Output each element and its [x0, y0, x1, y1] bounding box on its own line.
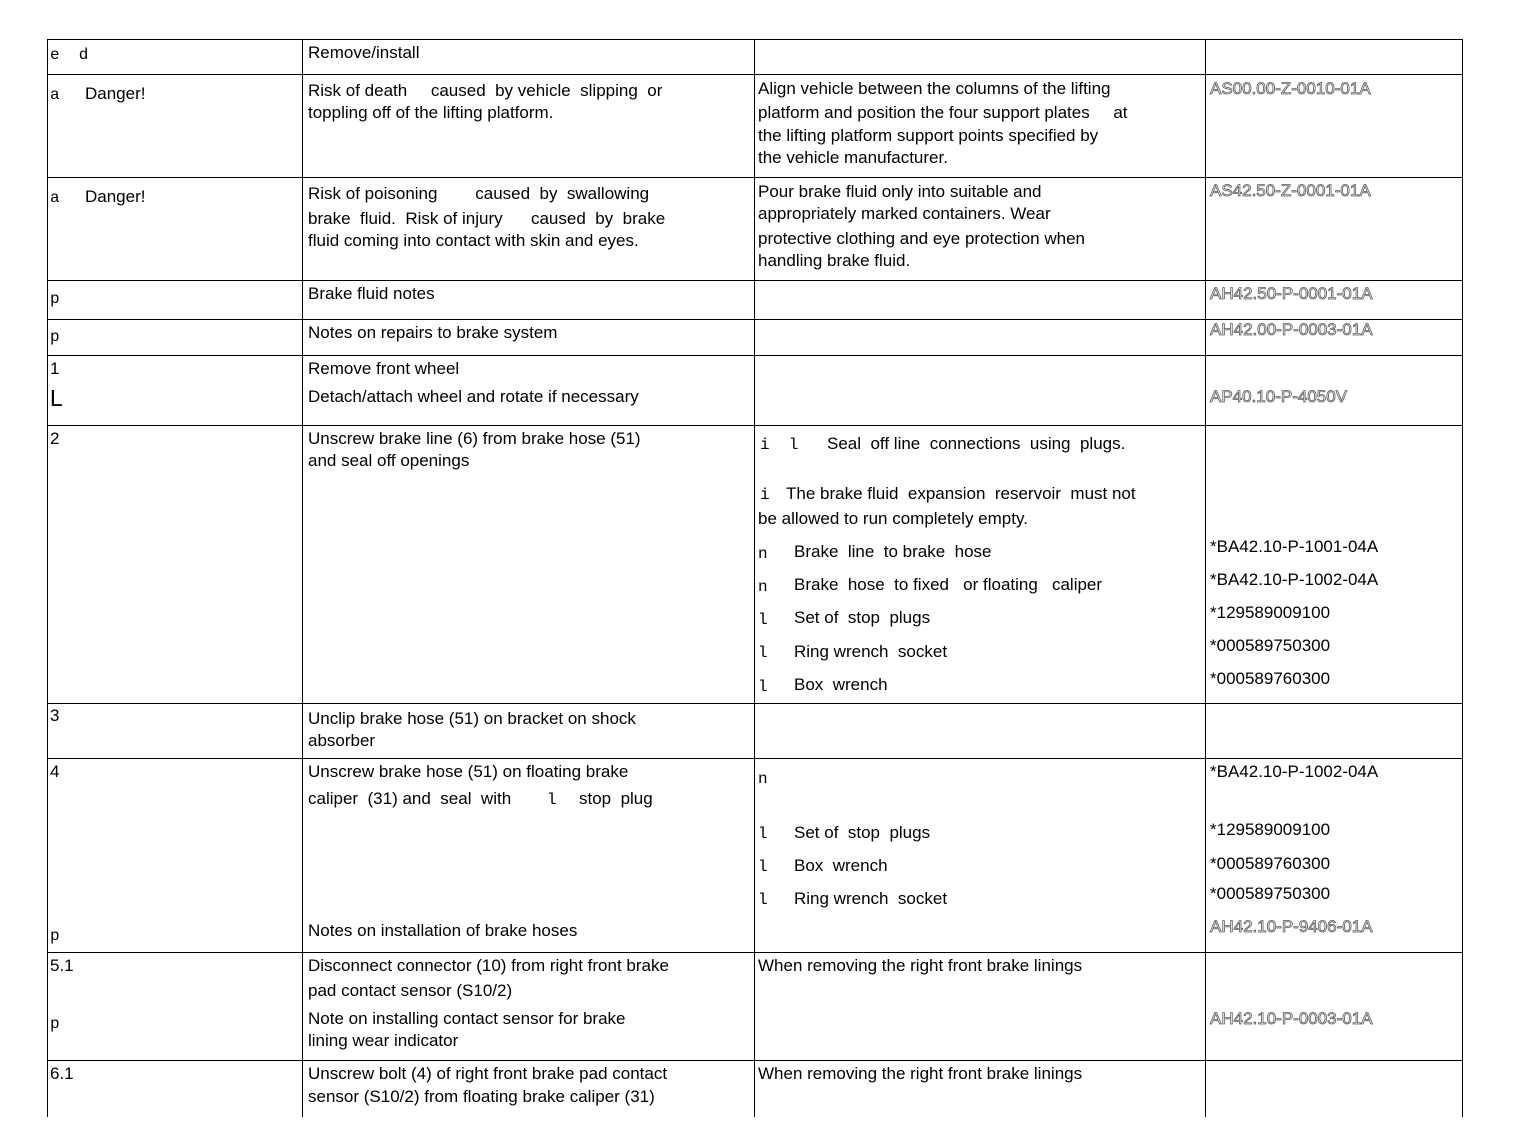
item-reference[interactable]: *000589760300: [1210, 854, 1331, 873]
notes-symbol: p: [50, 290, 60, 308]
row-divider: [47, 425, 1463, 426]
step-number: 2: [50, 429, 60, 448]
wheel-symbol: L: [49, 387, 64, 414]
measure-text-line: appropriately marked containers. Wear: [758, 204, 1051, 223]
torque-symbol: n: [758, 578, 768, 596]
tool-symbol: l: [547, 791, 557, 809]
step-text: Remove front wheel: [308, 359, 460, 378]
notes-link-text: Notes on repairs to brake system: [308, 323, 558, 342]
torque-symbol: n: [758, 770, 768, 788]
tool-symbol: l: [758, 891, 768, 909]
notes-link-line: Note on installing contact sensor for brake: [308, 1009, 626, 1028]
danger-label: Danger!: [85, 187, 146, 206]
measure-text-line: the vehicle manufacturer.: [758, 148, 948, 167]
step-text-line: caliper (31) and seal with: [308, 789, 512, 808]
tool-symbol: l: [758, 644, 768, 662]
document-reference[interactable]: AP40.10-P-4050V: [1210, 387, 1348, 406]
document-reference[interactable]: AS00.00-Z-0010-01A: [1210, 79, 1371, 98]
step-subtext: Detach/attach wheel and rotate if necessary: [308, 387, 639, 406]
document-reference[interactable]: AH42.10-P-0003-01A: [1210, 1009, 1373, 1028]
info-symbol: i l: [760, 436, 799, 454]
notes-link-text: Notes on installation of brake hoses: [308, 921, 578, 940]
column-divider-1: [302, 39, 303, 1117]
info-symbol: i: [760, 486, 770, 504]
item-label: Brake hose to fixed or floating caliper: [794, 575, 1103, 594]
step-number: 6.1: [50, 1064, 74, 1083]
item-reference[interactable]: *129589009100: [1210, 820, 1331, 839]
item-reference[interactable]: *BA42.10-P-1002-04A: [1210, 762, 1379, 781]
notes-link-line: lining wear indicator: [308, 1031, 459, 1050]
tool-symbol: l: [758, 611, 768, 629]
item-reference[interactable]: *BA42.10-P-1002-04A: [1210, 570, 1379, 589]
measure-text-line: Pour brake fluid only into suitable and: [758, 182, 1042, 201]
risk-text-line: brake fluid. Risk of injury caused by brake: [308, 209, 666, 228]
notes-symbol: p: [50, 1015, 60, 1033]
step-number: 3: [50, 706, 60, 725]
row-divider: [47, 39, 1463, 40]
item-reference[interactable]: *000589760300: [1210, 669, 1331, 688]
notes-symbol: p: [50, 927, 60, 945]
item-label: Set of stop plugs: [794, 823, 931, 842]
risk-text-line: Risk of poisoning caused by swallowing: [308, 184, 650, 203]
measure-text-line: the lifting platform support points specified by: [758, 126, 1099, 145]
row-divider: [47, 74, 1463, 75]
danger-label: Danger!: [85, 84, 146, 103]
condition-text: When removing the right front brake linings: [758, 956, 1083, 975]
condition-text: When removing the right front brake linings: [758, 1064, 1083, 1083]
torque-symbol: n: [758, 545, 768, 563]
step-text-line: and seal off openings: [308, 451, 470, 470]
document-reference[interactable]: AH42.10-P-9406-01A: [1210, 917, 1373, 936]
notes-link-text: Brake fluid notes: [308, 284, 435, 303]
item-label: Box wrench: [794, 675, 888, 694]
info-text-line: The brake fluid expansion reservoir must not: [786, 484, 1136, 503]
step-number: 4: [50, 762, 60, 781]
row-divider: [47, 1060, 1463, 1061]
measure-text-line: protective clothing and eye protection when: [758, 229, 1085, 248]
item-label: Box wrench: [794, 856, 888, 875]
risk-text-line: fluid coming into contact with skin and eyes.: [308, 231, 639, 250]
step-text-tail: stop plug: [579, 789, 653, 808]
step-text-line: Unscrew brake hose (51) on floating brake: [308, 762, 629, 781]
document-reference[interactable]: AH42.50-P-0001-01A: [1210, 284, 1373, 303]
item-label: Ring wrench socket: [794, 889, 948, 908]
document-reference[interactable]: AH42.00-P-0003-01A: [1210, 320, 1373, 339]
item-reference[interactable]: *000589750300: [1210, 636, 1331, 655]
table-border-right: [1462, 39, 1463, 1117]
step-text-line: Unscrew bolt (4) of right front brake pad contact: [308, 1064, 668, 1083]
info-text-line: be allowed to run completely empty.: [758, 509, 1028, 528]
danger-symbol: a: [50, 86, 60, 104]
row-divider: [47, 280, 1463, 281]
measure-text-line: platform and position the four support plates at: [758, 103, 1128, 122]
section-heading: Remove/install: [308, 43, 420, 62]
step-text-line: absorber: [308, 731, 376, 750]
item-label: Set of stop plugs: [794, 608, 931, 627]
step-text-line: Disconnect connector (10) from right front brake: [308, 956, 669, 975]
step-text-line: Unclip brake hose (51) on bracket on shock: [308, 709, 636, 728]
step-number: 1: [50, 359, 60, 378]
table-border-left: [47, 39, 48, 1117]
tool-symbol: l: [758, 825, 768, 843]
row-symbol: e d: [50, 46, 89, 64]
row-divider: [47, 703, 1463, 704]
row-divider: [47, 952, 1463, 953]
row-divider: [47, 177, 1463, 178]
row-divider: [47, 355, 1463, 356]
step-number: 5.1: [50, 956, 74, 975]
step-text-line: Unscrew brake line (6) from brake hose (51): [308, 429, 641, 448]
notes-symbol: p: [50, 328, 60, 346]
info-text: Seal off line connections using plugs.: [827, 434, 1126, 453]
risk-text-line: toppling off of the lifting platform.: [308, 103, 554, 122]
risk-text-line: Risk of death caused by vehicle slipping or: [308, 81, 663, 100]
step-text-line: pad contact sensor (S10/2): [308, 981, 513, 1000]
item-label: Brake line to brake hose: [794, 542, 992, 561]
measure-text-line: Align vehicle between the columns of the lifting: [758, 79, 1111, 98]
column-divider-2: [754, 39, 755, 1117]
item-reference[interactable]: *BA42.10-P-1001-04A: [1210, 537, 1379, 556]
measure-text-line: handling brake fluid.: [758, 251, 911, 270]
danger-symbol: a: [50, 189, 60, 207]
row-divider: [47, 758, 1463, 759]
document-reference[interactable]: AS42.50-Z-0001-01A: [1210, 181, 1371, 200]
step-text-line: sensor (S10/2) from floating brake caliper (31): [308, 1087, 655, 1106]
tool-symbol: l: [758, 678, 768, 696]
tool-symbol: l: [758, 858, 768, 876]
column-divider-3: [1205, 39, 1206, 1117]
item-label: Ring wrench socket: [794, 642, 948, 661]
item-reference[interactable]: *129589009100: [1210, 603, 1331, 622]
item-reference[interactable]: *000589750300: [1210, 884, 1331, 903]
